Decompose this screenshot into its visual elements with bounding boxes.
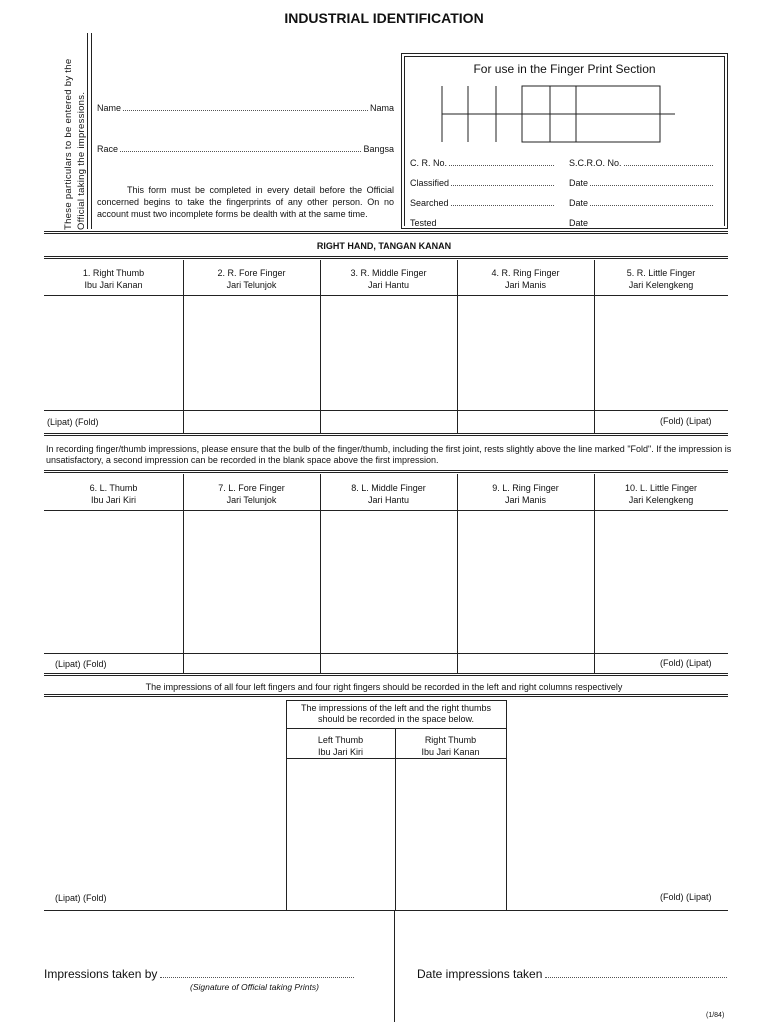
finger-malay: Jari Telunjok xyxy=(226,495,277,505)
thumb-name: Left Thumb xyxy=(317,735,364,745)
left-little-finger-cell[interactable] xyxy=(594,482,728,506)
fold-label-right: (Fold) (Lipat) xyxy=(660,416,712,426)
classification-grid xyxy=(430,84,680,144)
left-thumb-box[interactable] xyxy=(286,734,395,758)
finger-malay: Jari Kelengkeng xyxy=(628,495,694,505)
date-impressions-taken-label: Date impressions taken xyxy=(417,967,543,981)
left-middle-finger-cell[interactable] xyxy=(320,482,457,506)
searched-label: Searched xyxy=(410,198,449,208)
fold-label-right: (Fold) (Lipat) xyxy=(660,658,712,668)
section-divider xyxy=(44,231,728,234)
finger-malay: Jari Kelengkeng xyxy=(628,280,694,290)
table-border xyxy=(44,433,728,436)
right-ring-finger-cell[interactable] xyxy=(457,267,594,291)
thumb-malay: Ibu Jari Kiri xyxy=(317,747,363,757)
column-divider xyxy=(506,700,507,910)
right-thumb-box[interactable] xyxy=(395,734,506,758)
finger-name: 8. L. Middle Finger xyxy=(351,483,426,493)
table-header-line xyxy=(44,510,728,511)
left-ring-finger-cell[interactable] xyxy=(457,482,594,506)
race-field[interactable] xyxy=(97,144,394,154)
cr-no-label: C. R. No. xyxy=(410,158,448,168)
intro-paragraph: This form must be completed in every detail before the Official concerned begins to take the fingerprints of any other person. On no account must two incomplete forms be dealth with at the same time. xyxy=(97,185,394,219)
race-malay-label: Bangsa xyxy=(363,144,394,154)
fingerprint-section-title: For use in the Finger Print Section xyxy=(473,62,656,76)
signature-note: (Signature of Official taking Prints) xyxy=(190,982,319,992)
finger-malay: Jari Telunjok xyxy=(226,280,277,290)
column-divider xyxy=(286,700,287,910)
fold-label-right: (Fold) (Lipat) xyxy=(660,892,712,902)
fold-label-left: (Lipat) (Fold) xyxy=(55,893,107,903)
finger-malay: Ibu Jari Kiri xyxy=(90,495,136,505)
right-little-finger-cell[interactable] xyxy=(594,267,728,291)
finger-name: 1. Right Thumb xyxy=(82,268,145,278)
classified-date-field[interactable] xyxy=(569,178,715,188)
date-impressions-taken-field[interactable] xyxy=(417,967,727,981)
classified-field[interactable] xyxy=(410,178,556,188)
finger-name: 7. L. Fore Finger xyxy=(218,483,285,493)
section-divider xyxy=(44,910,728,911)
table-border xyxy=(44,673,728,676)
fold-line xyxy=(44,653,728,654)
four-fingers-note: The impressions of all four left fingers and four right fingers should be recorded in the left and right columns respectively xyxy=(145,682,623,692)
finger-name: 10. L. Little Finger xyxy=(624,483,698,493)
thumb-note: The impressions of the left and the right thumbs should be recorded in the space below. xyxy=(300,703,492,724)
finger-name: 3. R. Middle Finger xyxy=(350,268,427,278)
finger-malay: Ibu Jari Kanan xyxy=(84,280,143,290)
date-label: Date xyxy=(569,198,589,208)
right-fore-finger-cell[interactable] xyxy=(183,267,320,291)
table-border xyxy=(44,256,728,259)
finger-name: 9. L. Ring Finger xyxy=(492,483,559,493)
finger-malay: Jari Manis xyxy=(504,495,546,505)
fold-label-left: (Lipat) (Fold) xyxy=(47,417,99,427)
table-border xyxy=(44,470,728,473)
table-header-line xyxy=(44,295,728,296)
divider xyxy=(91,33,92,229)
right-thumb-cell[interactable] xyxy=(44,267,183,291)
name-malay-label: Nama xyxy=(369,103,394,113)
scro-no-label: S.C.R.O. No. xyxy=(569,158,622,168)
finger-name: 4. R. Ring Finger xyxy=(491,268,560,278)
thumb-header-line xyxy=(286,728,506,729)
cr-no-field[interactable] xyxy=(410,158,556,168)
thumb-malay: Ibu Jari Kanan xyxy=(421,747,480,757)
race-label: Race xyxy=(97,144,119,154)
date-label: Date xyxy=(569,178,589,188)
divider xyxy=(87,33,88,229)
thumb-name: Right Thumb xyxy=(424,735,477,745)
searched-field[interactable] xyxy=(410,198,556,208)
date-label: Date xyxy=(569,218,589,228)
finger-name: 6. L. Thumb xyxy=(89,483,138,493)
finger-name: 5. R. Little Finger xyxy=(626,268,696,278)
thumb-box-top xyxy=(286,700,506,701)
name-field[interactable] xyxy=(97,103,394,113)
scro-no-field[interactable] xyxy=(569,158,715,168)
right-middle-finger-cell[interactable] xyxy=(320,267,457,291)
form-code: (1/84) xyxy=(706,1012,725,1019)
impressions-taken-by-label: Impressions taken by xyxy=(44,967,158,981)
finger-malay: Jari Manis xyxy=(504,280,546,290)
classified-label: Classified xyxy=(410,178,450,188)
tested-label: Tested xyxy=(410,218,437,228)
side-note: These particulars to be entered by the Official taking the impressions. xyxy=(63,58,87,230)
finger-malay: Jari Hantu xyxy=(367,280,410,290)
fold-label-left: (Lipat) (Fold) xyxy=(55,659,107,669)
form-title: INDUSTRIAL IDENTIFICATION xyxy=(284,10,484,26)
finger-name: 2. R. Fore Finger xyxy=(217,268,286,278)
left-thumb-cell[interactable] xyxy=(44,482,183,506)
right-hand-title: RIGHT HAND, TANGAN KANAN xyxy=(316,241,452,251)
left-fore-finger-cell[interactable] xyxy=(183,482,320,506)
thumb-header-line xyxy=(286,758,506,759)
name-label: Name xyxy=(97,103,122,113)
column-divider xyxy=(394,910,395,1022)
searched-date-field[interactable] xyxy=(569,198,715,208)
recording-instruction: In recording finger/thumb impressions, please ensure that the bulb of the finger/thumb, including the first joint, rests slightly above the line marked "Fold". If the impression is unsatisfactory, a second impression can be recorded in the blank space above the first impression. xyxy=(46,444,732,465)
impressions-taken-by-field[interactable] xyxy=(44,967,354,981)
table-border xyxy=(44,694,728,697)
finger-malay: Jari Hantu xyxy=(367,495,410,505)
tested-row xyxy=(410,218,730,228)
fold-line xyxy=(44,410,728,411)
